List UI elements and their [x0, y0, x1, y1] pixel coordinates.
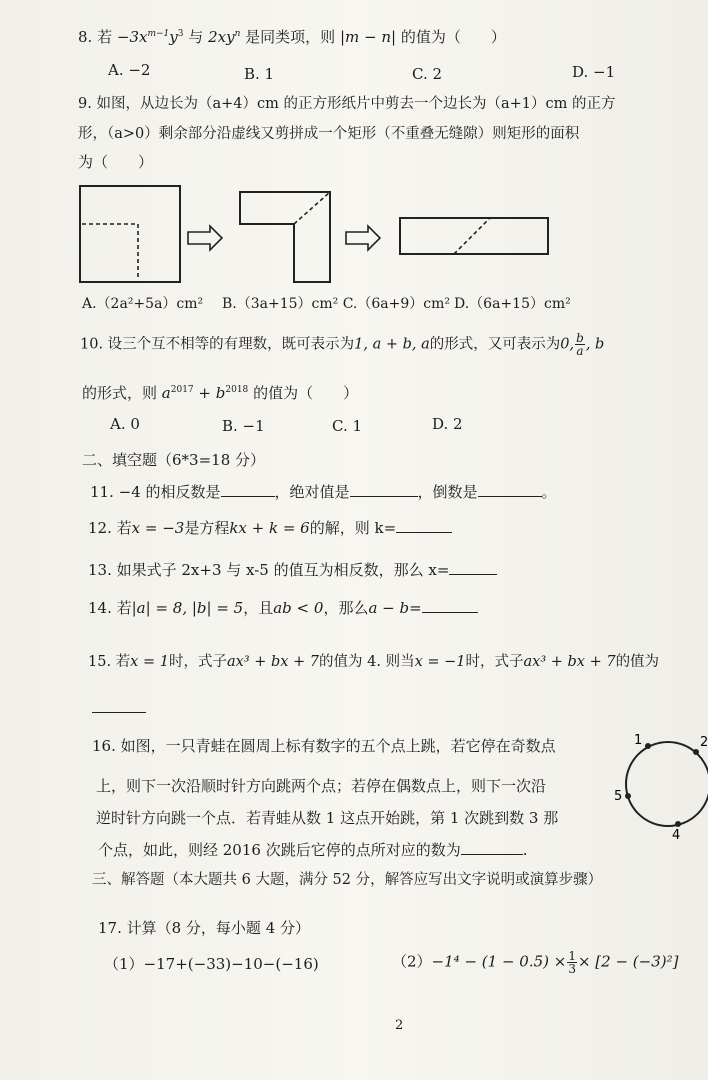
- q9-option-d: D.（6a+15）cm²: [454, 296, 571, 312]
- question-16-line-3: 逆时针方向跳一个点．若青蛙从数 1 这点开始跳，第 1 次跳到数 3 那: [96, 809, 559, 827]
- question-10-line-1: 10. 设三个互不相等的有理数，既可表示为1, a + b, a的形式，又可表示为0, $\frac{b}{a}$ , b: [80, 331, 605, 358]
- l-shape-dashed-line: [294, 192, 330, 224]
- page-number: 2: [395, 1018, 404, 1033]
- answer-blank[interactable]: [422, 598, 478, 613]
- point-label-1: 1: [634, 733, 643, 748]
- question-16-line-1: 16. 如图，一只青蛙在圆周上标有数字的五个点上跳，若它停在奇数点: [92, 737, 556, 755]
- point-label-4: 4: [672, 828, 681, 840]
- q9-option-a: A.（2a²+5a）cm²: [82, 296, 204, 312]
- question-10-line-2: 的形式，则 $a^{2017} + b^{2018}$ 的值为（ ）: [82, 384, 359, 402]
- section-3-heading: 三、解答题（本大题共 6 大题，满分 52 分，解答应写出文字说明或演算步骤）: [92, 872, 603, 888]
- point-label-5: 5: [614, 789, 623, 804]
- result-rectangle: [400, 218, 548, 254]
- q8-option-c: C. 2: [412, 65, 443, 83]
- question-9-line-3: 为（ ）: [78, 153, 154, 171]
- question-8: 8. 若 $-3x^{m-1}y^3$ 与 $2xy^n$ 是同类项，则 |m − n| 的值为（ ）: [78, 28, 506, 46]
- question-12: 12. 若x = −3是方程kx + k = 6的解，则 k=: [88, 518, 452, 538]
- q8-option-a: A. −2: [108, 61, 151, 79]
- arrow-right-icon: [188, 226, 222, 250]
- answer-blank[interactable]: [350, 482, 418, 497]
- q8-option-b: B. 1: [244, 65, 275, 83]
- question-17-title: 17. 计算（8 分，每小题 4 分）: [98, 919, 311, 937]
- question-9-line-2: 形，（a>0）剩余部分沿虚线又剪拼成一个矩形（不重叠无缝隙）则矩形的面积: [78, 126, 580, 142]
- answer-blank[interactable]: [461, 840, 523, 855]
- q10-option-b: B. −1: [222, 417, 265, 435]
- answer-blank[interactable]: [449, 560, 497, 575]
- question-11: 11. −4 的相反数是 ，绝对值是 ，倒数是 。: [90, 483, 557, 501]
- q10-option-c: C. 1: [332, 417, 363, 435]
- fraction: $\frac{b}{a}$: [576, 331, 584, 358]
- square-shape: [80, 186, 180, 282]
- answer-blank[interactable]: [92, 712, 146, 713]
- point-label-2: 2: [700, 735, 708, 750]
- l-shape: [240, 192, 330, 282]
- answer-blank[interactable]: [396, 518, 452, 533]
- q10-option-a: A. 0: [110, 415, 140, 433]
- point-2-dot: [693, 749, 699, 755]
- question-17-part-1: （1）−17+(−33)−10−(−16): [104, 955, 319, 973]
- question-13: 13. 如果式子 2x+3 与 x-5 的值互为相反数，那么 x=: [88, 560, 497, 580]
- question-16-line-2: 上，则下一次沿顺时针方向跳两个点；若停在偶数点上，则下一次沿: [96, 777, 547, 795]
- frog-circle-figure: [612, 724, 708, 840]
- rectangle-dashed-line: [454, 218, 490, 254]
- question-16-line-4: 个点，如此，则经 2016 次跳后它停的点所对应的数为 .: [98, 841, 528, 859]
- q10-option-d: D. 2: [432, 415, 463, 433]
- q9-figure: [70, 178, 560, 290]
- fraction: $\frac{1}{3}$: [568, 949, 576, 976]
- point-1-dot: [645, 743, 651, 749]
- arrow-right-icon: [346, 226, 380, 250]
- answer-blank[interactable]: [478, 482, 542, 497]
- question-9-line-1: 9. 如图，从边长为（a+4）cm 的正方形纸片中剪去一个边长为（a+1）cm 的正方: [78, 96, 616, 112]
- question-17-part-2: （2）−1⁴ − (1 − 0.5) × $\frac{1}{3}$ × [2 − (−3)²]: [392, 949, 679, 976]
- point-5-dot: [625, 793, 631, 799]
- point-4-dot: [675, 821, 681, 827]
- q8-option-d: D. −1: [572, 63, 616, 81]
- q9-option-bc: B.（3a+15）cm² C.（6a+9）cm²: [222, 296, 450, 312]
- question-14: 14. 若|a| = 8, |b| = 5，且ab < 0，那么a − b=: [88, 598, 478, 618]
- section-2-heading: 二、填空题（6*3=18 分）: [82, 451, 266, 469]
- question-15: 15. 若x = 1时，式子ax³ + bx + 7的值为 4. 则当x = −1时，式子ax³ + bx + 7的值为: [88, 654, 660, 670]
- answer-blank[interactable]: [221, 482, 275, 497]
- cut-dashed-line: [82, 224, 138, 280]
